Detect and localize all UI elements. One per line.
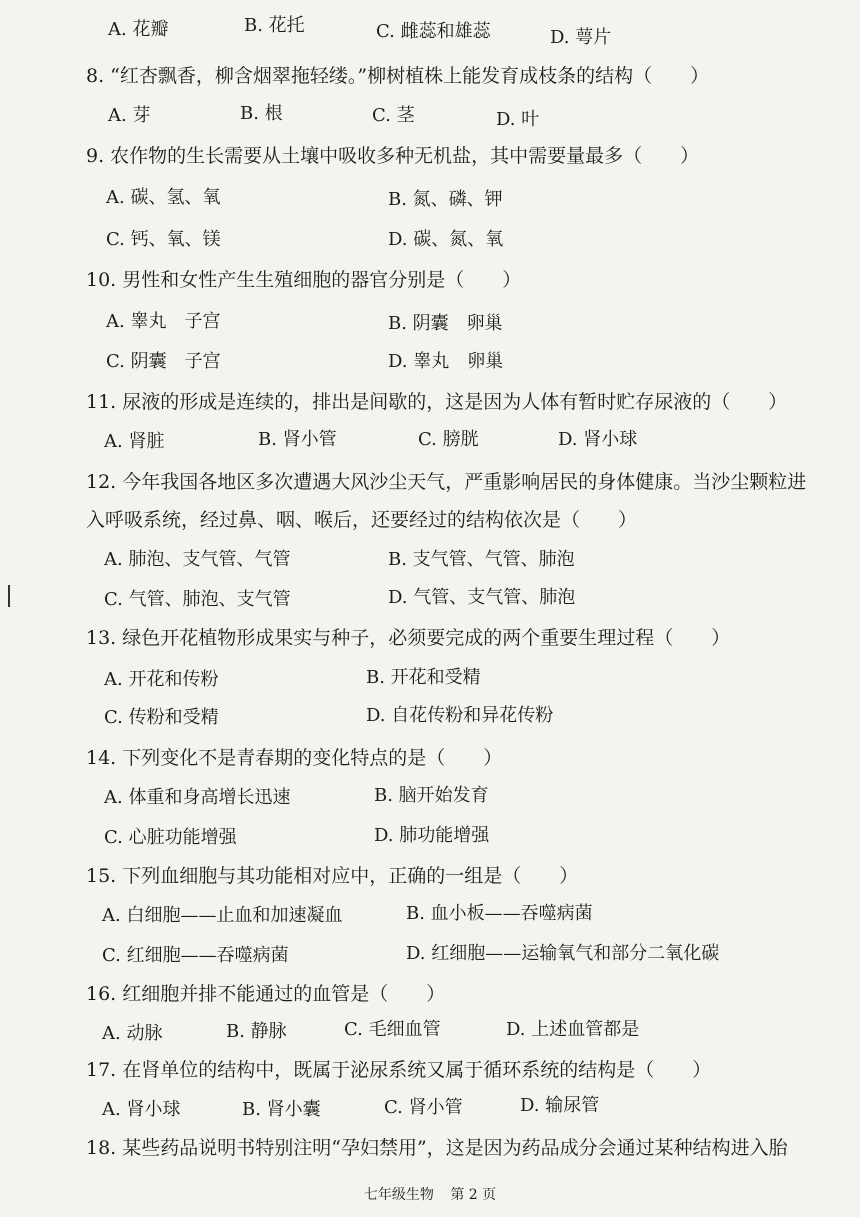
q15-option-d: D. 红细胞——运输氧气和部分二氧化碳 — [406, 943, 720, 964]
question-9-stem: 9. 农作物的生长需要从土壤中吸收多种无机盐，其中需要量最多（ ） — [86, 145, 700, 167]
q16-option-c: C. 毛细血管 — [344, 1019, 441, 1040]
q8-option-b: B. 根 — [240, 103, 283, 124]
q10-option-b: B. 阴囊 卵巢 — [388, 313, 503, 334]
q12-option-d: D. 气管、支气管、肺泡 — [388, 587, 576, 608]
q14-option-d: D. 肺功能增强 — [374, 825, 490, 846]
question-15-stem: 15. 下列血细胞与其功能相对应中，正确的一组是（ ） — [86, 865, 579, 887]
question-12-stem-line2: 入呼吸系统，经过鼻、咽、喉后，还要经过的结构依次是（ ） — [86, 509, 638, 531]
q7-option-d: D. 萼片 — [550, 27, 612, 48]
q13-option-d: D. 自花传粉和异花传粉 — [366, 705, 554, 726]
q12-option-b: B. 支气管、气管、肺泡 — [388, 549, 575, 570]
q9-option-b: B. 氮、磷、钾 — [388, 189, 503, 210]
q9-option-d: D. 碳、氮、氧 — [388, 229, 504, 250]
q7-option-c: C. 雌蕊和雄蕊 — [376, 21, 491, 42]
q11-option-b: B. 肾小管 — [258, 429, 337, 450]
q7-option-b: B. 花托 — [244, 15, 305, 36]
q12-option-a: A. 肺泡、支气管、气管 — [104, 549, 291, 570]
q8-option-d: D. 叶 — [496, 109, 540, 130]
q15-option-a: A. 白细胞——止血和加速凝血 — [102, 905, 343, 926]
q17-option-b: B. 肾小囊 — [242, 1099, 321, 1120]
question-13-stem: 13. 绿色开花植物形成果实与种子，必须要完成的两个重要生理过程（ ） — [86, 627, 731, 649]
q10-option-c: C. 阴囊 子宫 — [106, 351, 221, 372]
q13-option-a: A. 开花和传粉 — [104, 669, 219, 690]
q16-option-d: D. 上述血管都是 — [506, 1019, 640, 1040]
q14-option-b: B. 脑开始发育 — [374, 785, 489, 806]
q14-option-a: A. 体重和身高增长迅速 — [104, 787, 291, 808]
q7-option-a: A. 花瓣 — [108, 19, 169, 40]
question-16-stem: 16. 红细胞并排不能通过的血管是（ ） — [86, 983, 446, 1005]
question-18-stem: 18. 某些药品说明书特别注明“孕妇禁用”，这是因为药品成分会通过某种结构进入胎 — [86, 1137, 788, 1159]
question-14-stem: 14. 下列变化不是青春期的变化特点的是（ ） — [86, 747, 503, 769]
footer-page-number: 第 2 页 — [450, 1187, 497, 1203]
q12-option-c: C. 气管、肺泡、支气管 — [104, 589, 291, 610]
footer-subject: 七年级生物 — [363, 1187, 434, 1203]
q13-option-c: C. 传粉和受精 — [104, 707, 219, 728]
question-10-stem: 10. 男性和女性产生生殖细胞的器官分别是（ ） — [86, 269, 522, 291]
q17-option-a: A. 肾小球 — [102, 1099, 181, 1120]
q15-option-b: B. 血小板——吞噬病菌 — [406, 903, 593, 924]
question-17-stem: 17. 在肾单位的结构中，既属于泌尿系统又属于循环系统的结构是（ ） — [86, 1059, 712, 1081]
q9-option-c: C. 钙、氧、镁 — [106, 229, 221, 250]
q14-option-c: C. 心脏功能增强 — [104, 827, 237, 848]
q16-option-b: B. 静脉 — [226, 1021, 287, 1042]
page-footer — [0, 1186, 860, 1204]
question-11-stem: 11. 尿液的形成是连续的，排出是间歇的，这是因为人体有暂时贮存尿液的（ ） — [86, 391, 788, 413]
q15-option-c: C. 红细胞——吞噬病菌 — [102, 945, 289, 966]
margin-mark — [8, 585, 10, 607]
q11-option-d: D. 肾小球 — [558, 429, 638, 450]
q16-option-a: A. 动脉 — [102, 1023, 163, 1044]
question-12-stem-line1: 12. 今年我国各地区多次遭遇大风沙尘天气，严重影响居民的身体健康。当沙尘颗粒进 — [86, 471, 807, 493]
q10-option-a: A. 睾丸 子宫 — [106, 311, 221, 332]
q8-option-c: C. 茎 — [372, 105, 415, 126]
q17-option-d: D. 输尿管 — [520, 1095, 600, 1116]
q11-option-a: A. 肾脏 — [104, 431, 165, 452]
q13-option-b: B. 开花和受精 — [366, 667, 481, 688]
q9-option-a: A. 碳、氢、氧 — [106, 187, 221, 208]
q8-option-a: A. 芽 — [108, 105, 151, 126]
q11-option-c: C. 膀胱 — [418, 429, 479, 450]
q17-option-c: C. 肾小管 — [384, 1097, 463, 1118]
q10-option-d: D. 睾丸 卵巢 — [388, 351, 504, 372]
question-8-stem: 8. “红杏飘香，柳含烟翠拖轻缕。”柳树植株上能发育成枝条的结构（ ） — [86, 65, 710, 87]
